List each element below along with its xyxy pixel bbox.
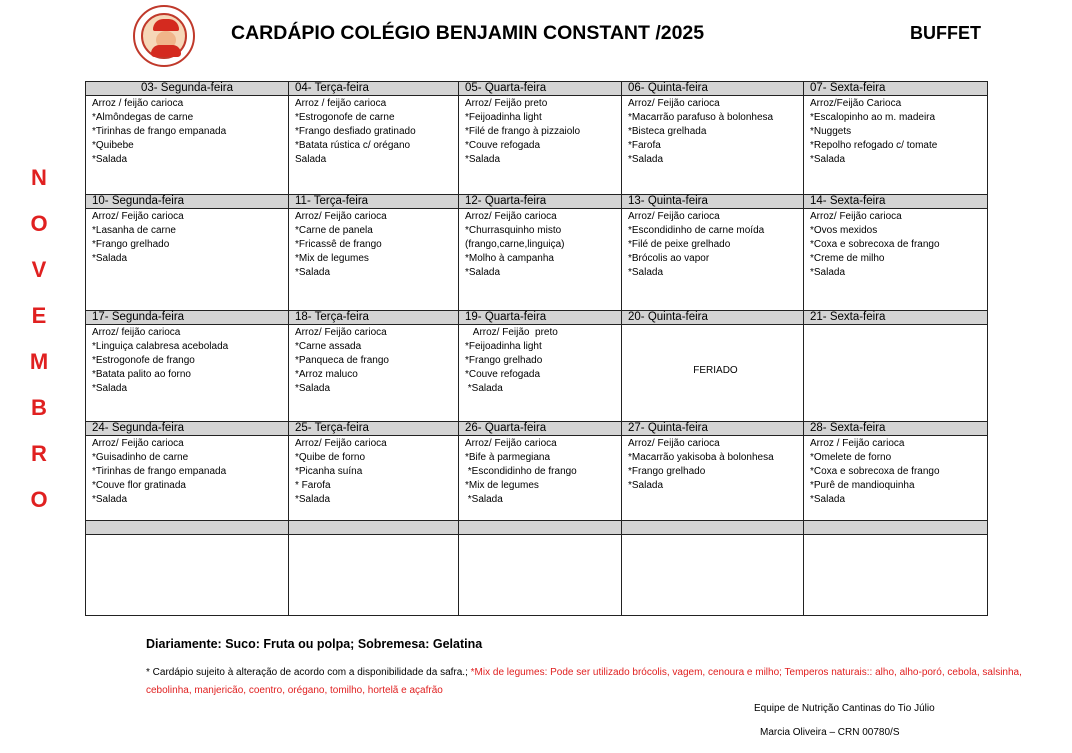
footnotes [146, 664, 1026, 700]
menu-item: *Salada [810, 494, 846, 505]
month-letter: R [31, 441, 47, 466]
menu-item: Salada [295, 154, 327, 165]
menu-item: *Macarrão yakisoba à bolonhesa [628, 452, 774, 463]
menu-item: *Purê de mandioquinha [810, 480, 915, 491]
menu-item: *Couve flor gratinada [92, 480, 186, 491]
day-menu [86, 436, 289, 521]
menu-item: *Escondidinho de carne moída [628, 225, 765, 236]
month-letter: O [30, 487, 48, 512]
menu-item: *Salada [295, 267, 331, 278]
menu-item: *Salada [628, 154, 664, 165]
menu-item: *Salada [465, 494, 503, 505]
menu-item: *Coxa e sobrecoxa de frango [810, 239, 940, 250]
day-menu [289, 436, 459, 521]
day-header-empty [86, 521, 289, 535]
day-menu [804, 96, 988, 195]
menu-item: *Quibe de forno [295, 452, 366, 463]
day-header: 07- Sexta-feira [804, 82, 988, 96]
day-menu [459, 436, 622, 521]
day-menu [289, 209, 459, 311]
menu-item: Arroz/ Feijão carioca [465, 438, 557, 449]
menu-item: *Bife à parmegiana [465, 452, 551, 463]
day-menu [86, 209, 289, 311]
menu-table [85, 81, 988, 616]
logo-badge [141, 13, 187, 59]
day-header-empty [804, 521, 988, 535]
menu-item: *Salada [465, 383, 503, 394]
daily-info: Diariamente: Suco: Fruta ou polpa; Sobremesa: Gelatina [146, 637, 483, 651]
menu-item: *Estrogonofe de frango [92, 355, 195, 366]
menu-item: *Mix de legumes [295, 253, 369, 264]
day-menu-empty [289, 535, 459, 616]
menu-item: Arroz/ Feijão carioca [465, 211, 557, 222]
menu-item: *Panqueca de frango [295, 355, 389, 366]
menu-item: Arroz/ Feijão carioca [628, 211, 720, 222]
menu-item: *Linguiça calabresa acebolada [92, 341, 229, 352]
menu-item: * Farofa [295, 480, 331, 491]
day-menu [86, 96, 289, 195]
day-header: 13- Quinta-feira [622, 195, 804, 209]
day-menu [459, 209, 622, 311]
menu-item: *Guisadinho de carne [92, 452, 189, 463]
menu-item: Arroz / Feijão carioca [810, 438, 905, 449]
menu-item: *Salada [628, 480, 664, 491]
menu-item: *Churrasquinho misto [465, 225, 562, 236]
day-header: 17- Segunda-feira [86, 311, 289, 325]
day-header: 06- Quinta-feira [622, 82, 804, 96]
menu-item: Arroz/ Feijão carioca [628, 98, 720, 109]
menu-item: Arroz / feijão carioca [295, 98, 387, 109]
menu-item: *Salada [628, 267, 664, 278]
menu-item: *Salada [92, 154, 128, 165]
nutritionist-signature: Marcia Oliveira – CRN 00780/S [760, 727, 900, 738]
page-title: CARDÁPIO COLÉGIO BENJAMIN CONSTANT /2025 [231, 22, 705, 44]
day-menu [289, 96, 459, 195]
menu-item: *Picanha suína [295, 466, 363, 477]
menu-item: *Salada [295, 383, 331, 394]
menu-item: *Quibebe [92, 140, 134, 151]
day-menu [804, 436, 988, 521]
menu-item: (frango,carne,linguiça) [465, 239, 565, 250]
day-header: 25- Terça-feira [289, 422, 459, 436]
menu-item: *Salada [92, 383, 128, 394]
menu-item: Arroz/ Feijão preto [465, 327, 558, 338]
day-menu [622, 96, 804, 195]
menu-item: *Macarrão parafuso à bolonhesa [628, 112, 774, 123]
menu-item: *Frango grelhado [92, 239, 170, 250]
menu-item: *Escalopinho ao m. madeira [810, 112, 936, 123]
day-menu [622, 325, 804, 422]
menu-item: *Salada [810, 267, 846, 278]
menu-item: *Mix de legumes [465, 480, 539, 491]
menu-item: Arroz/ Feijão carioca [295, 327, 387, 338]
note-availability: * Cardápio sujeito à alteração de acordo com a disponibilidade da safra.; [146, 667, 471, 678]
month-letter: N [31, 165, 47, 190]
day-menu [622, 209, 804, 311]
day-header: 11- Terça-feira [289, 195, 459, 209]
menu-item: *Feijoadinha light [465, 112, 542, 123]
menu-item: Arroz/ Feijão carioca [295, 211, 387, 222]
menu-item: *Couve refogada [465, 369, 541, 380]
menu-item: Arroz/ Feijão carioca [810, 211, 902, 222]
menu-item: *Repolho refogado c/ tomate [810, 140, 938, 151]
menu-item: *Salada [92, 494, 128, 505]
day-header: 28- Sexta-feira [804, 422, 988, 436]
menu-item: *Omelete de forno [810, 452, 892, 463]
menu-item: *Salada [92, 253, 128, 264]
day-header: 03- Segunda-feira [86, 82, 289, 96]
buffet-label: BUFFET [910, 23, 981, 43]
day-menu-empty [459, 535, 622, 616]
menu-item: *Feijoadinha light [465, 341, 542, 352]
day-header: 21- Sexta-feira [804, 311, 988, 325]
day-header: 24- Segunda-feira [86, 422, 289, 436]
day-header: 20- Quinta-feira [622, 311, 804, 325]
menu-item: *Farofa [628, 140, 661, 151]
menu-item: *Coxa e sobrecoxa de frango [810, 466, 940, 477]
brand-logo [133, 5, 195, 67]
menu-item: *Salada [810, 154, 846, 165]
menu-item: *Almôndegas de carne [92, 112, 194, 123]
team-credit: Equipe de Nutrição Cantinas do Tio Júlio [754, 703, 935, 714]
month-letter: B [31, 395, 47, 420]
menu-item: Arroz/ feijão carioca [92, 327, 181, 338]
menu-item: *Ovos mexidos [810, 225, 878, 236]
menu-item: Arroz/ Feijão carioca [295, 438, 387, 449]
menu-item: *Carne de panela [295, 225, 373, 236]
day-header: 18- Terça-feira [289, 311, 459, 325]
day-menu-empty [804, 325, 988, 422]
day-menu-empty [86, 535, 289, 616]
menu-item: *Molho à campanha [465, 253, 554, 264]
menu-item: Arroz/ Feijão carioca [628, 438, 720, 449]
menu-item: *Couve refogada [465, 140, 541, 151]
menu-item: Arroz / feijão carioca [92, 98, 184, 109]
menu-item: *Estrogonofe de carne [295, 112, 395, 123]
day-header: 27- Quinta-feira [622, 422, 804, 436]
month-vertical-label [28, 165, 50, 533]
day-header-empty [289, 521, 459, 535]
menu-item: *Nuggets [810, 126, 852, 137]
day-menu [459, 325, 622, 422]
day-header: 10- Segunda-feira [86, 195, 289, 209]
day-header: 04- Terça-feira [289, 82, 459, 96]
menu-item: *Filé de frango à pizzaiolo [465, 126, 581, 137]
menu-item: *Frango desfiado gratinado [295, 126, 416, 137]
menu-item: Arroz/Feijão Carioca [810, 98, 902, 109]
day-header: 14- Sexta-feira [804, 195, 988, 209]
day-menu [289, 325, 459, 422]
menu-item: *Bisteca grelhada [628, 126, 707, 137]
menu-item: *Tirinhas de frango empanada [92, 126, 227, 137]
month-letter: V [31, 257, 47, 282]
day-menu-empty [622, 535, 804, 616]
menu-item: Arroz/ Feijão carioca [92, 438, 184, 449]
menu-item: *Batata rústica c/ orégano [295, 140, 411, 151]
day-menu [804, 209, 988, 311]
menu-item: *Salada [295, 494, 331, 505]
menu-item: *Frango grelhado [465, 355, 543, 366]
logo-shirt [151, 45, 181, 57]
month-letter: O [30, 211, 48, 236]
day-menu [622, 436, 804, 521]
menu-item: *Escondidinho de frango [465, 466, 577, 477]
logo-cap [153, 19, 179, 31]
menu-item: *Arroz maluco [295, 369, 358, 380]
day-header: 05- Quarta-feira [459, 82, 622, 96]
month-letter: E [31, 303, 47, 328]
day-header: 12- Quarta-feira [459, 195, 622, 209]
menu-item: *Batata palito ao forno [92, 369, 191, 380]
menu-item: *Filé de peixe grelhado [628, 239, 731, 250]
day-header-empty [459, 521, 622, 535]
menu-item: Arroz/ Feijão carioca [92, 211, 184, 222]
day-header: 19- Quarta-feira [459, 311, 622, 325]
menu-item: Arroz/ Feijão preto [465, 98, 548, 109]
menu-item: *Lasanha de carne [92, 225, 176, 236]
menu-item: *Tirinhas de frango empanada [92, 466, 227, 477]
menu-item: *Frango grelhado [628, 466, 706, 477]
menu-item: *Salada [465, 154, 501, 165]
day-header-empty [622, 521, 804, 535]
day-menu [459, 96, 622, 195]
menu-item: *Fricassê de frango [295, 239, 382, 250]
month-letter: M [29, 349, 49, 374]
menu-item: *Brócolis ao vapor [628, 253, 710, 264]
menu-item: *Creme de milho [810, 253, 885, 264]
note-vegetables-seasonings: *Mix de legumes: Pode ser utilizado brócolis, vagem, cenoura e milho; Temperos naturais:: alho, alho-poró, cebola, salsinha, cebolinha, manjericão, coentro, orégano, tomilho, hortelã e açafrão [146, 667, 1022, 696]
menu-item: *Carne assada [295, 341, 362, 352]
day-menu-empty [804, 535, 988, 616]
menu-item: *Salada [465, 267, 501, 278]
holiday-note: FERIADO [693, 365, 738, 376]
day-header: 26- Quarta-feira [459, 422, 622, 436]
day-menu [86, 325, 289, 422]
